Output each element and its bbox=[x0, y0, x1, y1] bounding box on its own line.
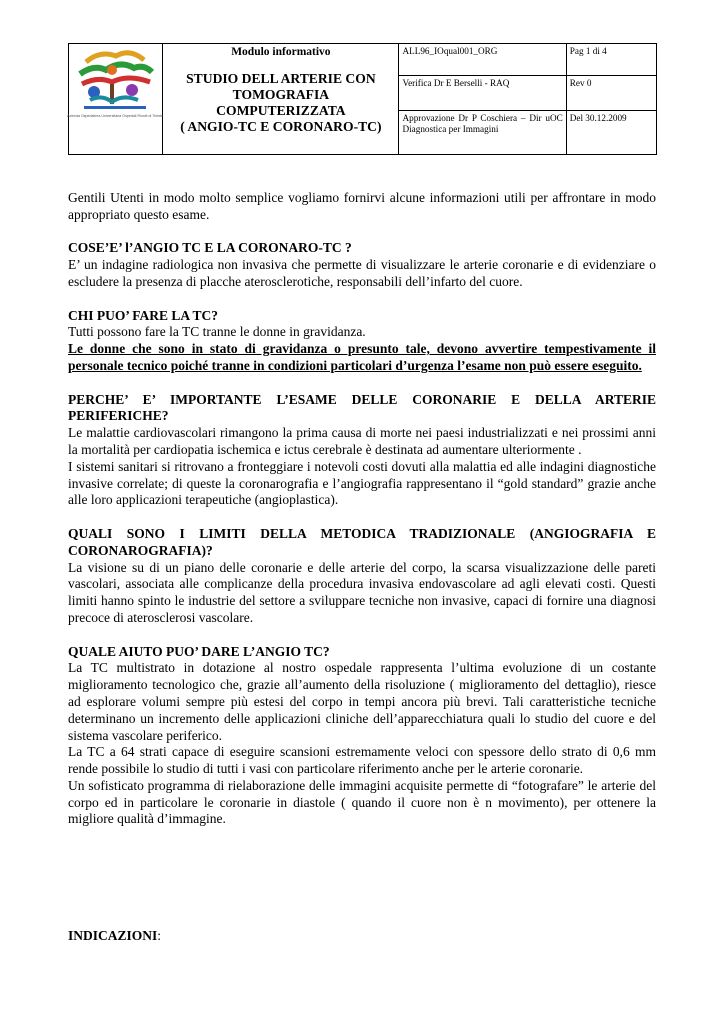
revision: Rev 0 bbox=[566, 75, 656, 110]
section-heading-aiuto: QUALE AIUTO PUO’ DARE L’ANGIO TC? bbox=[68, 643, 330, 659]
section-text-chi-puo: Tutti possono fare la TC tranne le donne in gravidanza. bbox=[68, 324, 366, 340]
document-header-table bbox=[68, 43, 657, 155]
pregnancy-warning: Le donne che sono in stato di gravidanza o presunto tale, devono avvertire tempestivamente il personale tecnico poiché tranne in condizioni particolari d’urgenza l’esame non può essere eseguito. bbox=[68, 341, 656, 373]
section-heading-chi-puo: CHI PUO’ FARE LA TC? bbox=[68, 307, 219, 323]
page-number: Pag 1 di 4 bbox=[566, 44, 656, 76]
section-heading-cos-e: COSE’E’ l’ANGIO TC E LA CORONARO-TC ? bbox=[68, 240, 352, 256]
section-text-aiuto-3: Un sofisticato programma di rielaborazione delle immagini acquisite permette di “fotografare” le arterie del corpo ed in particolare le coronarie in diastole ( quando il cuore non è n movimento), per ottenere la migliore qualità d’immagine. bbox=[68, 777, 656, 827]
indicazioni-heading: INDICAZIONI: bbox=[68, 928, 162, 943]
section-text-cos-e: E’ un indagine radiologica non invasiva che permette di visualizzare le arterie coronarie e di evidenziare o escludere la presenza di placche aterosclerotiche, responsabili dell’infarto del cuore. bbox=[68, 257, 656, 289]
section-text-perche-2: I sistemi sanitari si ritrovano a fronteggiare i notevoli costi dovuti alla malattia ed alle indagini diagnostiche invasive correlate; di queste la coronarografia e l’angiografia rappresentano il “gold standard” grazie anche alle loro applicazioni terapeutiche (angioplastica). bbox=[68, 458, 656, 508]
section-text-aiuto-2: La TC a 64 strati capace di eseguire scansioni estremamente veloci con spessore dello strato di 0,6 mm rende possibile lo studio di tutti i vasi con particolare riferimento anche per le arterie coronarie. bbox=[68, 744, 656, 777]
section-heading-perche: PERCHE’ E’ IMPORTANTE L’ESAME DELLE CORONARIE E DELLA ARTERIE PERIFERICHE? bbox=[68, 391, 656, 424]
hospital-logo bbox=[66, 46, 164, 126]
intro-paragraph: Gentili Utenti in modo molto semplice vogliamo fornirvi alcune informazioni utili per affrontare in modo appropriato questo esame. bbox=[68, 190, 656, 222]
document-subtitle: Modulo informativo bbox=[231, 46, 331, 58]
logo-caption: Azienda Ospedaliera Universitaria Ospedali Riuniti di Trieste bbox=[66, 114, 164, 118]
title-cell bbox=[163, 44, 399, 155]
document-body bbox=[68, 190, 656, 828]
verifica: Verifica Dr E Berselli - RAQ bbox=[399, 75, 566, 110]
section-text-limiti: La visione su di un piano delle coronarie e delle arterie del corpo, la scarsa visualizzazione delle pareti vascolari, associata alle complicanze della procedura invasiva endovascolare ad agli elevati costi. Questi limiti hanno spinto le industrie del settore a sviluppare tecniche non invasive, capaci di fornire una diagnosi precoce di aterosclerosi vascolare. bbox=[68, 559, 656, 625]
section-text-perche-1: Le malattie cardiovascolari rimangono la prima causa di morte nei paesi industrializzati e nei prossimi anni la mortalità per cardiopatia ischemica e ictus cerebrale è destinata ad aumentare ulteriormente . bbox=[68, 425, 656, 457]
approvazione: Approvazione Dr P Coschiera – Dir uOC Diagnostica per Immagini bbox=[399, 110, 566, 154]
document-title: STUDIO DELL ARTERIE CON TOMOGRAFIA COMPUTERIZZATA ( ANGIO-TC E CORONARO-TC) bbox=[180, 71, 382, 134]
logo-cell bbox=[66, 44, 164, 155]
doc-code: ALL96_IOqual001_ORG bbox=[399, 44, 566, 76]
document-date: Del 30.12.2009 bbox=[566, 110, 656, 154]
section-heading-limiti: QUALI SONO I LIMITI DELLA METODICA TRADIZIONALE (ANGIOGRAFIA E CORONAROGRAFIA)? bbox=[68, 525, 656, 558]
section-text-aiuto-1: La TC multistrato in dotazione al nostro ospedale rappresenta l’ultima evoluzione di un costante miglioramento tecnologico che, grazie all’aumento della risoluzione ( miglioramento del dettaglio), riesce ad esplorare volumi sempre più estesi del corpo in tempi ancora più brevi. Tali caratteristiche tecniche determinano un incremento delle applicazioni cliniche dell’apparecchiatura quali lo studio del cuore e del sistema vascolare periferico. bbox=[68, 660, 656, 743]
